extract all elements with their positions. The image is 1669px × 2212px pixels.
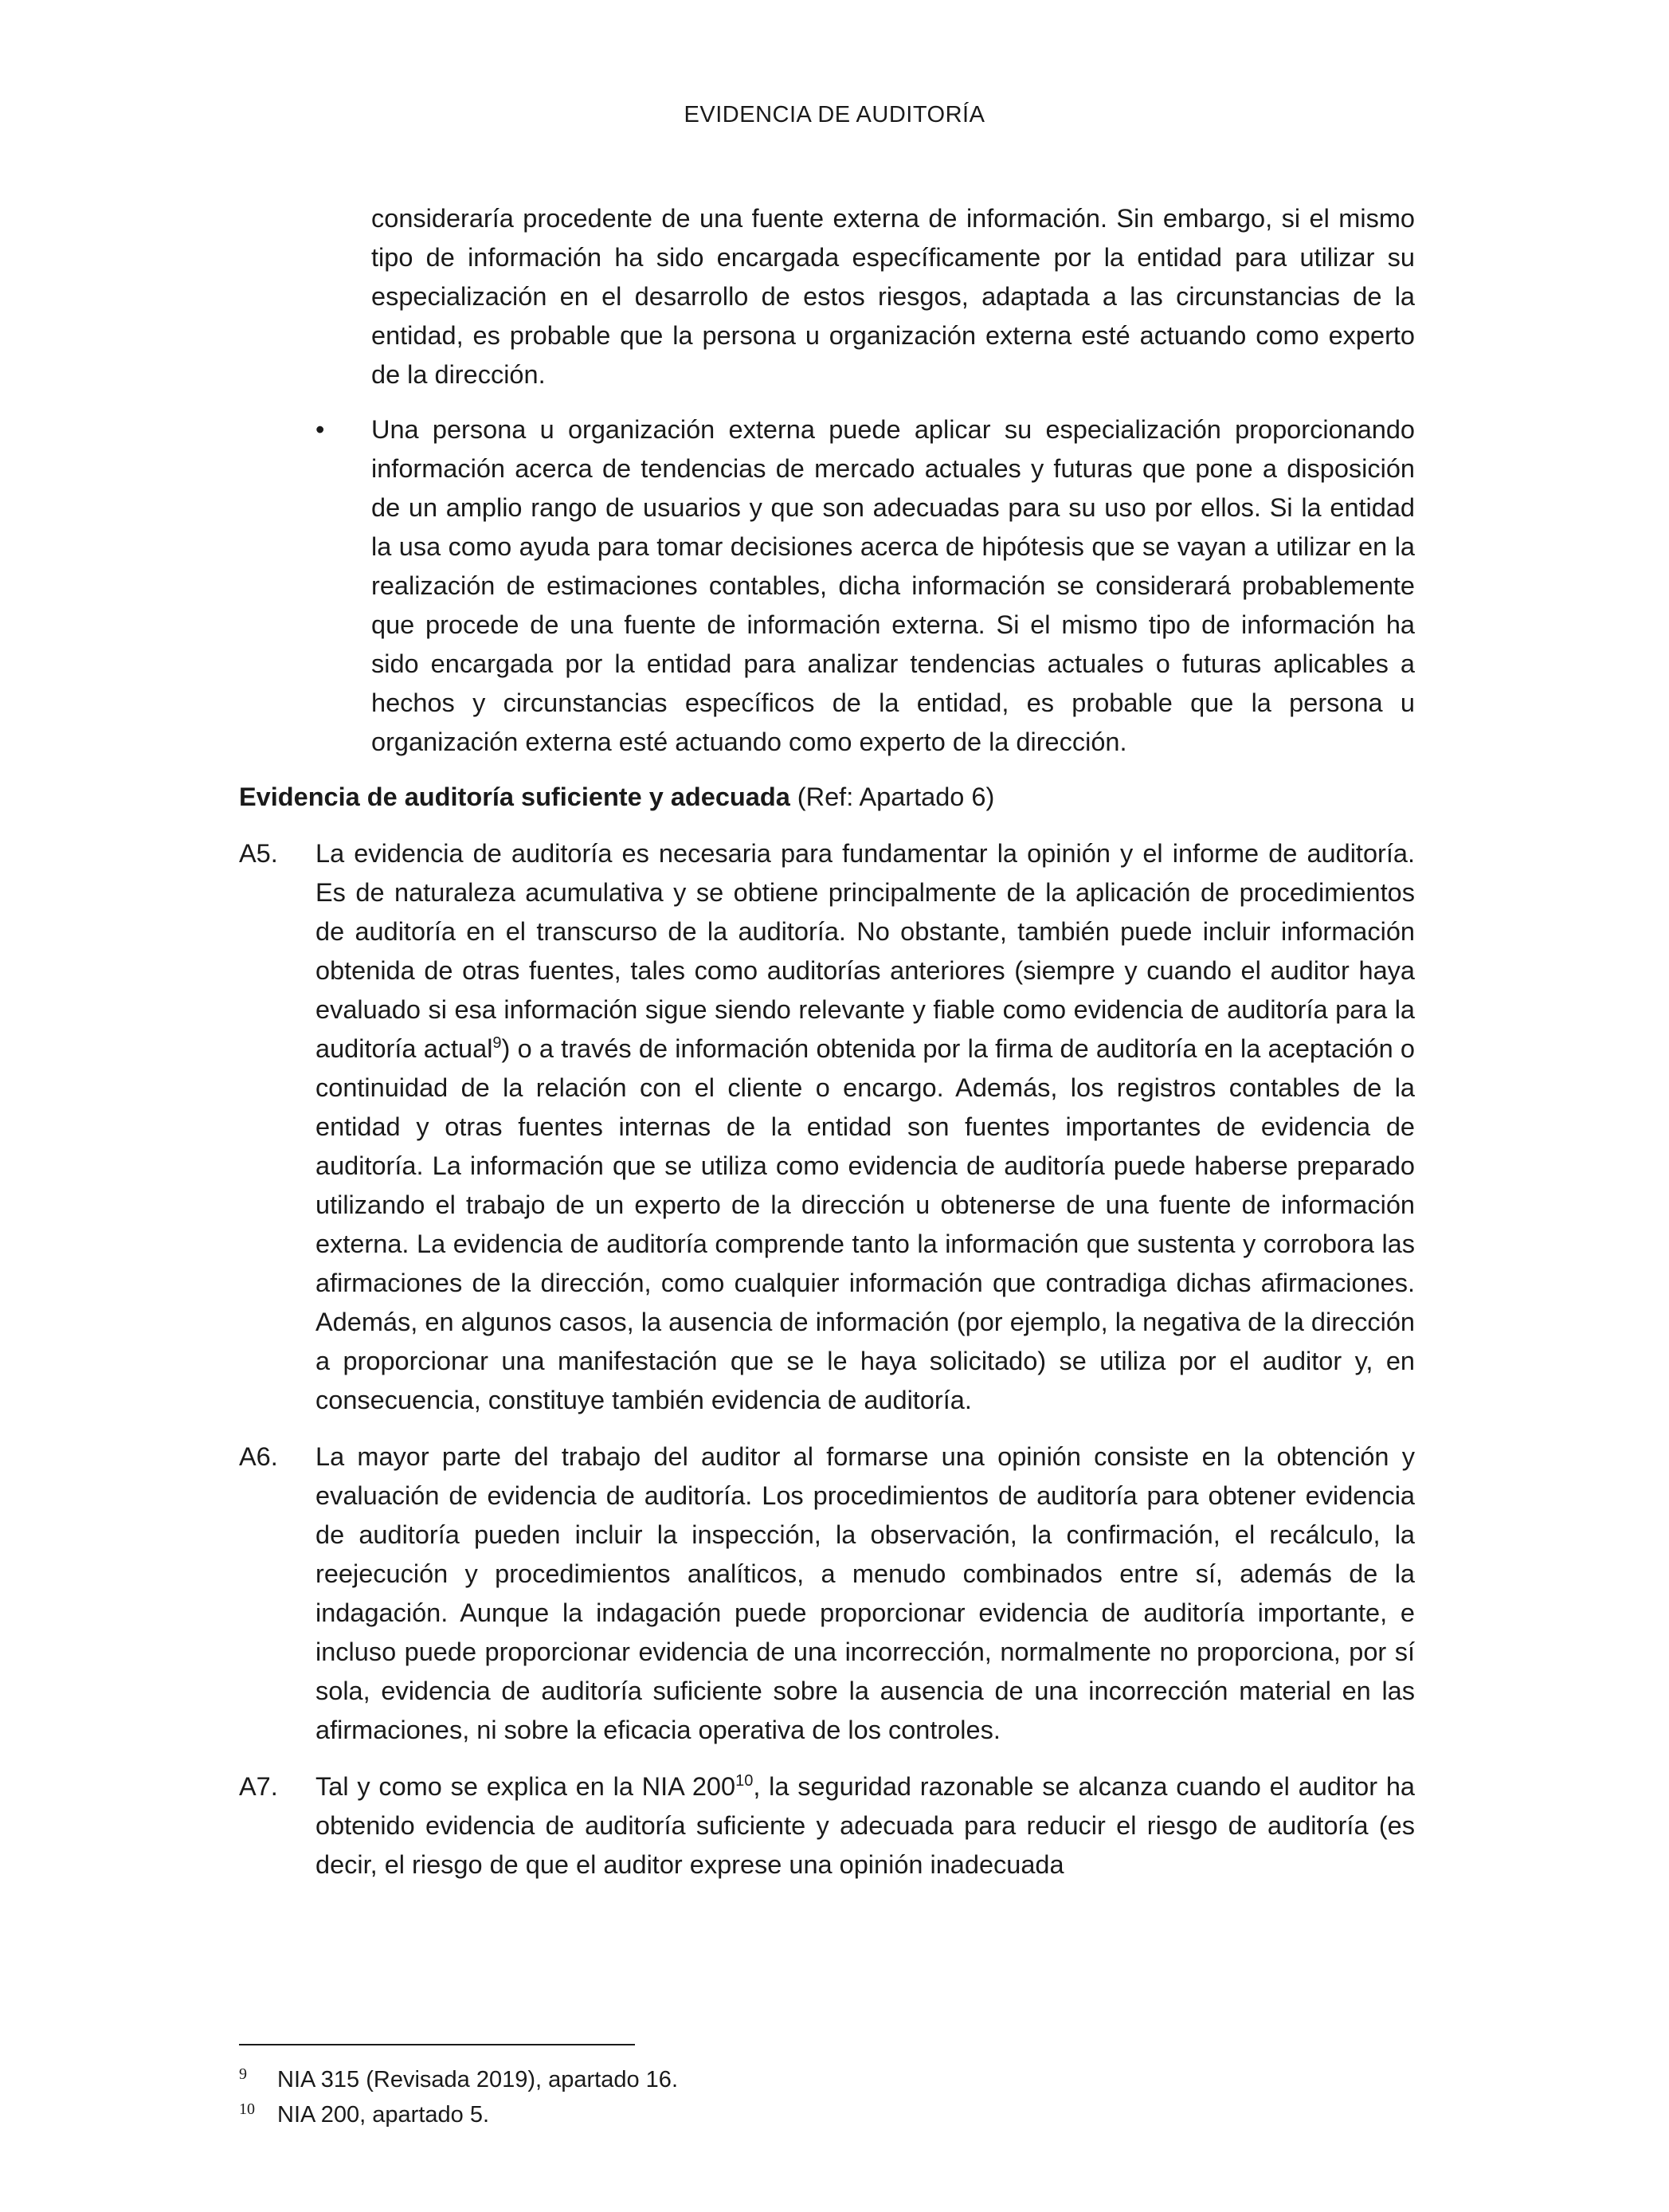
- footnote-reference[interactable]: 10: [735, 1772, 754, 1790]
- paragraph-text-part: ) o a través de información obtenida por la firma de auditoría en la aceptación o continuidad de la relación con el cliente o encargo. Además, los registros contables de la entidad y otras fuentes internas de la entidad son fuentes importantes de evidencia de auditoría. La información que se utiliza como evidencia de auditoría puede haberse preparado utilizando el trabajo de un experto de la dirección u obtenerse de una fuente de información externa. La evidencia de auditoría comprende tanto la información que sustenta y corrobora las afirmaciones de la dirección, como cualquier información que contradiga dichas afirmaciones. Además, en algunos casos, la ausencia de información (por ejemplo, la negativa de la dirección a proporcionar una manifestación que se le haya solicitado) se utiliza por el auditor y, en consecuencia, constituye también evidencia de auditoría.: [315, 1034, 1415, 1414]
- section-heading-title: Evidencia de auditoría suficiente y adecuada: [239, 782, 790, 811]
- paragraph-number: A7.: [239, 1772, 278, 1801]
- footnote-text: NIA 200, apartado 5.: [277, 2102, 490, 2128]
- footnote: [239, 2097, 1415, 2132]
- paragraph-a6: [239, 1437, 1415, 1750]
- bullet-mark: •: [315, 415, 325, 444]
- footnote-mark: 10: [239, 2100, 255, 2118]
- paragraph-text: [315, 834, 1415, 1420]
- paragraph-text-part: Tal y como se explica en la NIA 200: [315, 1772, 736, 1801]
- footnote-mark: 9: [239, 2065, 247, 2083]
- footnote: [239, 2062, 1415, 2097]
- paragraph-text-part: , la seguridad razonable se alcanza cuando el auditor ha obtenido evidencia de auditoría suficiente y adecuada para reducir el riesgo de auditoría (es decir, el riesgo de que el auditor exprese una opinión inadecuada: [315, 1772, 1415, 1879]
- page-body: [239, 199, 1415, 1885]
- paragraph-a7: [239, 1767, 1415, 1885]
- section-heading: [239, 778, 1415, 817]
- section-heading-ref: (Ref: Apartado 6): [789, 782, 995, 811]
- paragraph-a5: [239, 834, 1415, 1420]
- footnote-reference[interactable]: 9: [492, 1034, 502, 1053]
- bullet-item: [239, 410, 1415, 762]
- page-header: EVIDENCIA DE AUDITORÍA: [684, 102, 985, 127]
- footnotes: [239, 2062, 1415, 2132]
- paragraph-number: A6.: [239, 1442, 278, 1471]
- paragraph-number: A5.: [239, 839, 278, 868]
- footnote-divider: [239, 2044, 635, 2045]
- paragraph-text: [315, 1767, 1415, 1885]
- bullet-text: Una persona u organización externa puede aplicar su especialización proporcionando información acerca de tendencias de mercado actuales y futuras que pone a disposición de un amplio rango de usuarios y que son adecuadas para su uso por ellos. Si la entidad la usa como ayuda para tomar decisiones acerca de hipótesis que se vayan a utilizar en la realización de estimaciones contables, dicha información se considerará probablemente que procede de una fuente de información externa. Si el mismo tipo de información ha sido encargada por la entidad para analizar tendencias actuales o futuras aplicables a hechos y circunstancias específicos de la entidad, es probable que la persona u organización externa esté actuando como experto de la dirección.: [371, 415, 1415, 756]
- continuation-paragraph: consideraría procedente de una fuente externa de información. Sin embargo, si el mismo tipo de información ha sido encargada específicamente por la entidad para utilizar su especialización en el desarrollo de estos riesgos, adaptada a las circunstancias de la entidad, es probable que la persona u organización externa esté actuando como experto de la dirección.: [371, 204, 1415, 389]
- paragraph-text: La mayor parte del trabajo del auditor al formarse una opinión consiste en la obtención y evaluación de evidencia de auditoría. Los procedimientos de auditoría para obtener evidencia de auditoría pueden incluir la inspección, la observación, la confirmación, el recálculo, la reejecución y procedimientos analíticos, a menudo combinados entre sí, además de la indagación. Aunque la indagación puede proporcionar evidencia de auditoría importante, e incluso puede proporcionar evidencia de una incorrección, normalmente no proporciona, por sí sola, evidencia de auditoría suficiente sobre la ausencia de una incorrección material en las afirmaciones, ni sobre la eficacia operativa de los controles.: [315, 1442, 1415, 1744]
- footnote-text: NIA 315 (Revisada 2019), apartado 16.: [277, 2067, 678, 2092]
- paragraph-text-part: La evidencia de auditoría es necesaria para fundamentar la opinión y el informe de auditoría. Es de naturaleza acumulativa y se obtiene principalmente de la aplicación de procedimientos de auditoría en el transcurso de la auditoría. No obstante, también puede incluir información obtenida de otras fuentes, tales como auditorías anteriores (siempre y cuando el auditor haya evaluado si esa información sigue siendo relevante y fiable como evidencia de auditoría para la auditoría actual: [315, 839, 1415, 1063]
